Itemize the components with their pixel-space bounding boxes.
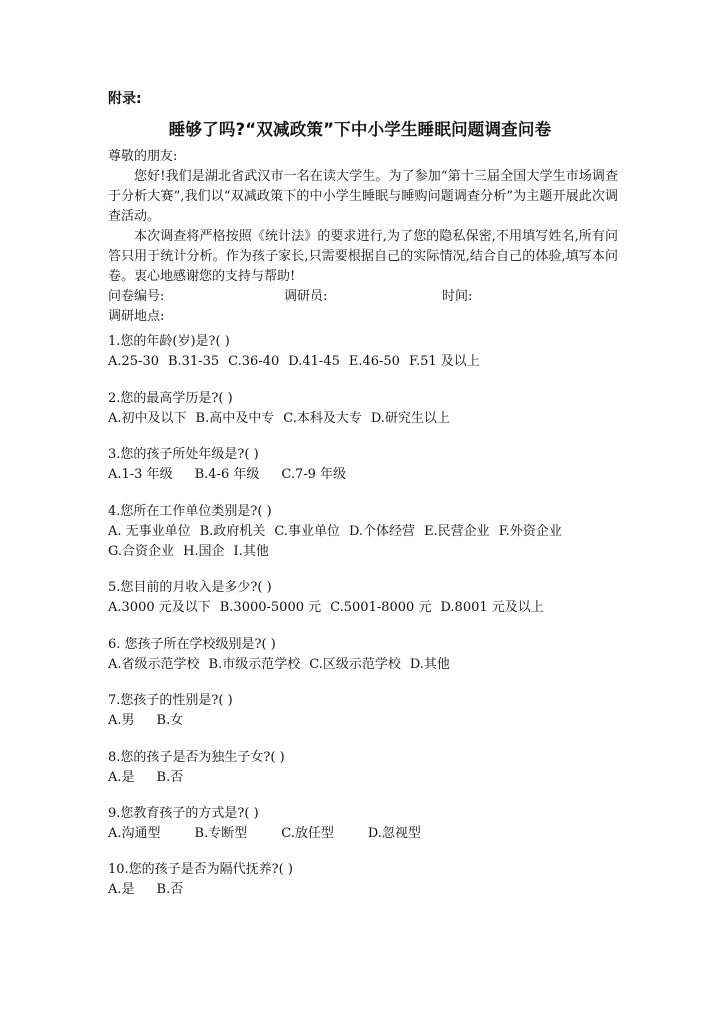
- option[interactable]: A.是: [108, 882, 135, 897]
- appendix-label: 附录:: [108, 91, 142, 107]
- option[interactable]: C.事业单位: [274, 524, 340, 539]
- question-text: 5.您目前的月收入是多少?( ): [108, 580, 272, 595]
- question-text: 3.您的孩子所处年级是?( ): [108, 447, 259, 462]
- option-list: [108, 522, 628, 562]
- option[interactable]: F.51 及以上: [408, 354, 480, 369]
- page-title: 睡够了吗?“双减政策”下中小学生睡眠问题调查问卷: [168, 120, 552, 139]
- option[interactable]: B.市级示范学校: [208, 657, 301, 672]
- questionnaire-number-label: 问卷编号:: [108, 289, 165, 304]
- question-5: [108, 578, 628, 618]
- option-list: [108, 711, 628, 731]
- question-text: 10.您的孩子是否为隔代抚养?( ): [108, 862, 293, 877]
- time-label: 时间:: [442, 289, 473, 304]
- option[interactable]: A.沟通型: [108, 826, 161, 841]
- intro-paragraph-1: 您好!我们是湖北省武汉市一名在读大学生。为了参加“第十三届全国大学生市场调查于分析大赛”,我们以“双减政策下的中小学生睡眠与睡购问题调查分析”为主题开展此次调查活动。: [108, 169, 618, 224]
- option[interactable]: B.女: [156, 713, 184, 728]
- option-list: [108, 880, 628, 900]
- option[interactable]: B.4-6 年级: [194, 467, 260, 482]
- option[interactable]: C.本科及大专: [283, 411, 362, 426]
- option[interactable]: D.研究生以上: [370, 411, 450, 426]
- question-text: 4.您所在工作单位类别是?( ): [108, 504, 272, 519]
- option[interactable]: E.民营企业: [424, 524, 490, 539]
- option[interactable]: C.放任型: [281, 826, 334, 841]
- option[interactable]: A.1-3 年级: [108, 467, 173, 482]
- question-text: 9.您教育孩子的方式是?( ): [108, 806, 259, 821]
- option[interactable]: B.政府机关: [199, 524, 266, 539]
- question-7: [108, 691, 628, 731]
- question-text: 2.您的最高学历是?( ): [108, 391, 233, 406]
- question-10: [108, 860, 628, 900]
- question-9: [108, 804, 628, 844]
- option[interactable]: F.外资企业: [498, 524, 562, 539]
- option[interactable]: D.个体经营: [348, 524, 416, 539]
- option-list: [108, 768, 628, 788]
- option-list: [108, 598, 628, 618]
- intro-paragraph-2: 本次调查将严格按照《统计法》的要求进行,为了您的隐私保密,不用填写姓名,所有问答只用于统计分析。作为孩子家长,只需要根据自己的实际情况,结合自己的体验,填写本问卷。衷心地感谢您的支持与帮助!: [108, 229, 618, 284]
- question-6: [108, 635, 628, 675]
- question-text: 6. 您孩子所在学校级别是?( ): [108, 637, 276, 652]
- option-list: [108, 409, 628, 429]
- question-8: [108, 748, 628, 788]
- question-1: [108, 332, 628, 372]
- option[interactable]: A.3000 元及以下: [108, 600, 211, 615]
- option[interactable]: A. 无事业单位: [108, 524, 191, 539]
- question-4: [108, 502, 628, 562]
- option[interactable]: G.合资企业: [108, 544, 175, 559]
- option[interactable]: B.专断型: [194, 826, 248, 841]
- intro-section: [108, 147, 618, 327]
- option[interactable]: D.8001 元及以上: [440, 600, 544, 615]
- meta-fields-row: [108, 287, 618, 307]
- option[interactable]: C.5001-8000 元: [330, 600, 432, 615]
- option[interactable]: D.忽视型: [367, 826, 421, 841]
- option[interactable]: E.46-50: [348, 354, 400, 369]
- question-3: [108, 445, 628, 485]
- option[interactable]: B.否: [156, 770, 184, 785]
- greeting: 尊敬的朋友:: [108, 149, 178, 164]
- option[interactable]: C.7-9 年级: [281, 467, 347, 482]
- option[interactable]: C.36-40: [228, 354, 280, 369]
- option-list: [108, 465, 628, 485]
- question-2: [108, 389, 628, 429]
- option[interactable]: A.省级示范学校: [108, 657, 200, 672]
- option[interactable]: A.初中及以下: [108, 411, 187, 426]
- option[interactable]: A.25-30: [108, 354, 159, 369]
- option[interactable]: D.其他: [409, 657, 450, 672]
- option-list: [108, 352, 628, 372]
- option[interactable]: B.否: [156, 882, 184, 897]
- option[interactable]: B.高中及中专: [195, 411, 275, 426]
- option[interactable]: B.3000-5000 元: [219, 600, 322, 615]
- option-list: [108, 824, 628, 844]
- question-text: 7.您孩子的性别是?( ): [108, 693, 233, 708]
- researcher-label: 调研员:: [284, 289, 328, 304]
- option[interactable]: A.是: [108, 770, 135, 785]
- question-text: 1.您的年龄(岁)是?( ): [108, 334, 230, 349]
- option-list: [108, 655, 628, 675]
- question-text: 8.您的孩子是否为独生子女?( ): [108, 750, 285, 765]
- location-label: 调研地点:: [108, 309, 165, 324]
- option[interactable]: I.其他: [233, 544, 269, 559]
- option[interactable]: A.男: [108, 713, 135, 728]
- option[interactable]: B.31-35: [168, 354, 220, 369]
- option[interactable]: D.41-45: [288, 354, 340, 369]
- option[interactable]: C.区级示范学校: [309, 657, 401, 672]
- option[interactable]: H.国企: [183, 544, 225, 559]
